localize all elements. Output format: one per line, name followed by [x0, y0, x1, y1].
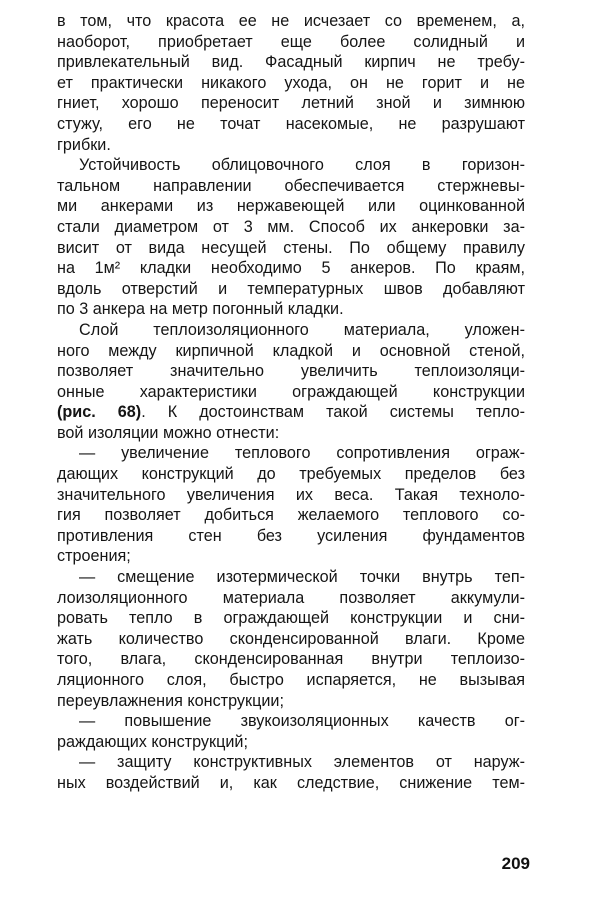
text-line: наоборот, приобретает еще более солидный и: [57, 32, 525, 51]
text-line: в том, что красота ее не исчезает со временем, а,: [57, 12, 525, 30]
text-line: ровать тепло в ограждающей конструкции и сни-: [57, 609, 525, 628]
text-line: вдоль отверстий и температурных швов добавляют: [57, 279, 525, 298]
list-item-line: — смещение изотермической точки внутрь теп-: [79, 568, 525, 587]
list-item-line: — увеличение теплового сопротивления ограж-: [79, 444, 525, 463]
text-line: гия позволяет добиться желаемого теплового со-: [57, 506, 525, 525]
text-line: ми анкерами из нержавеющей или оцинкованной: [57, 197, 525, 216]
text-line: грибки.: [57, 135, 111, 154]
text-line: жать количество сконденсированной влаги. Кроме: [57, 629, 525, 648]
text-line: стали диаметром от 3 мм. Способ их анкеровки за-: [57, 217, 525, 236]
text-line: тальном направлении обеспечивается стержневы-: [57, 176, 525, 195]
list-item-line: — защиту конструктивных элементов от наруж-: [79, 753, 525, 772]
text-line: лоизоляционного материала позволяет аккумули-: [57, 588, 525, 607]
text-line: Слой теплоизоляционного материала, уложен-: [79, 320, 525, 339]
text-line: онные характеристики ограждающей конструкции: [57, 382, 525, 401]
text-line: значительного увеличения их веса. Такая техноло-: [57, 485, 525, 504]
body-text: [57, 11, 525, 794]
text-line: ляционного слоя, быстро испаряется, не вызывая: [57, 671, 525, 689]
text-line: стужу, его не точат насекомые, не разрушают: [57, 114, 525, 133]
text-line: строения;: [57, 547, 131, 566]
text-line: по 3 анкера на метр погонный кладки.: [57, 300, 344, 319]
text-line: ного между кирпичной кладкой и основной стеной,: [57, 341, 525, 360]
text-line: гниет, хорошо переносит летний зной и зимнюю: [57, 94, 525, 113]
text-line: ет практически никакого ухода, он не горит и не: [57, 73, 525, 92]
figure-reference: (рис. 68): [57, 403, 142, 422]
text-line: вой изоляции можно отнести:: [57, 423, 280, 442]
text-line: переувлажнения конструкции;: [57, 691, 284, 710]
text-line: противления стен без усиления фундаментов: [57, 526, 525, 545]
text-line: Устойчивость облицовочного слоя в горизон-: [79, 156, 525, 175]
text-segment: . К достоинствам такой системы тепло-: [141, 403, 525, 422]
text-line: [57, 402, 525, 423]
text-line: того, влага, сконденсированная внутри теплоизо-: [57, 650, 525, 669]
text-line: дающих конструкций до требуемых пределов без: [57, 465, 525, 484]
text-line: ных воздействий и, как следствие, снижение тем-: [57, 773, 525, 792]
text-line: раждающих конструкций;: [57, 732, 248, 751]
text-line: позволяет значительно увеличить теплоизоляци-: [57, 362, 525, 381]
list-item-line: — повышение звукоизоляционных качеств ог-: [79, 712, 525, 731]
text-line: привлекательный вид. Фасадный кирпич не требу-: [57, 53, 525, 72]
page-number: 209: [501, 854, 530, 873]
text-line: висит от вида несущей стены. По общему правилу: [57, 238, 525, 257]
text-line: на 1м² кладки необходимо 5 анкеров. По краям,: [57, 259, 525, 278]
